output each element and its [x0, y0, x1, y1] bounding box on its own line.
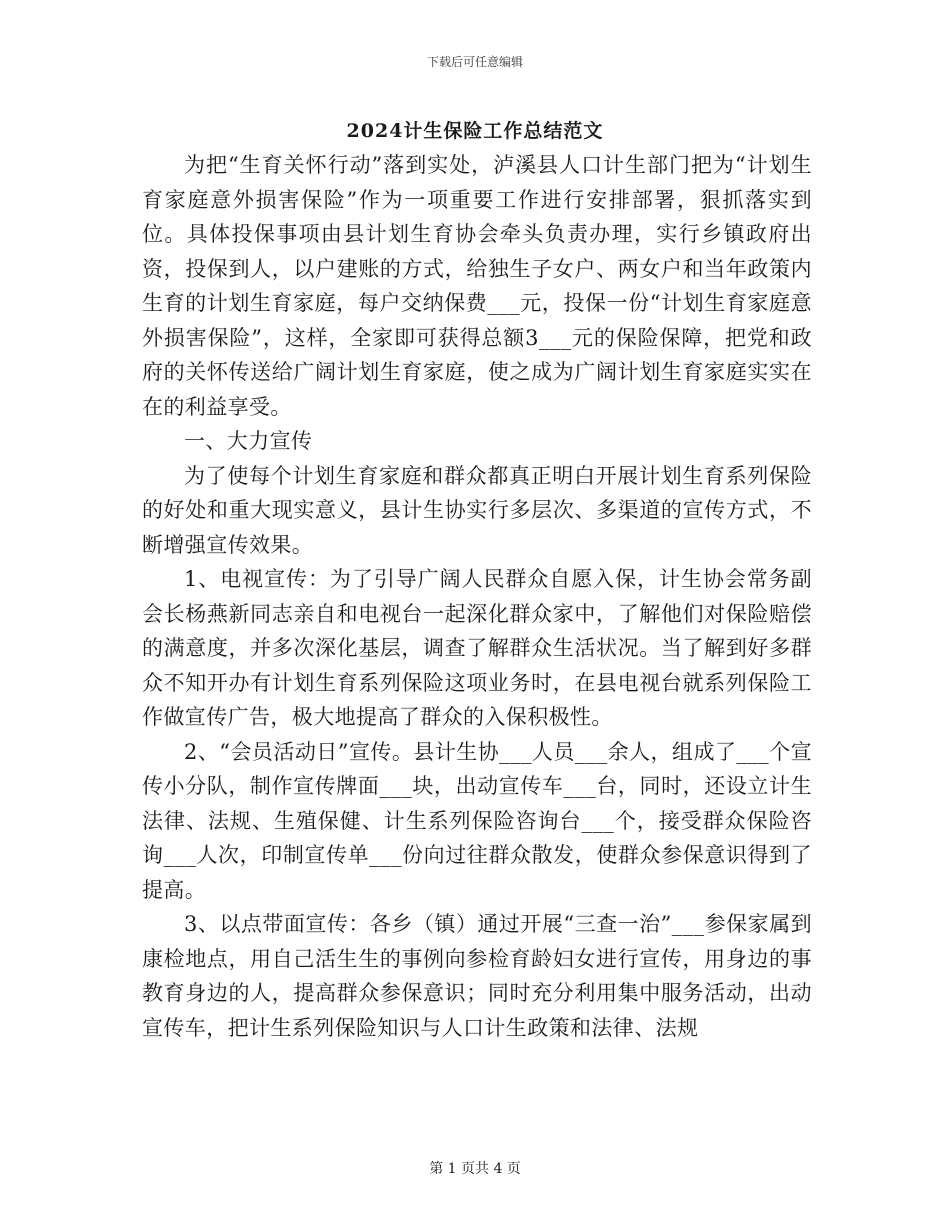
paragraph-intro: 为把“生育关怀行动”落到实处，泸溪县人口计生部门把为“计划生育家庭意外损害保险”作为一项重要工作进行安排部署，狠抓落实到位。具体投保事项由县计划生育协会牵头负责办理，实行乡镇政府出资，投保到人，以户建账的方式，给独生子女户、两女户和当年政策内生育的计划生育家庭，每户交纳保费___元，投保一份“计划生育家庭意外损害保险”，这样，全家即可获得总额3___元的保险保障，把党和政府的关怀传送给广阔计划生育家庭，使之成为广阔计划生育家庭实实在在的利益享受。 — [142, 153, 812, 419]
paragraph-tv-publicity: 1、电视宣传：为了引导广阔人民群众自愿入保，计生协会常务副会长杨燕新同志亲自和电视台一起深化群众家中，了解他们对保险赔偿的满意度，并多次深化基层，调查了解群众生活状况。当了解到好多群众不知开办有计划生育系列保险这项业务时，在县电视台就系列保险工作做宣传广告，极大地提高了群众的入保积极性。 — [142, 567, 812, 729]
document-body — [142, 148, 812, 1045]
page-number: 第 1 页共 4 页 — [429, 1161, 521, 1177]
paragraph-publicity: 为了使每个计划生育家庭和群众都真正明白开展计划生育系列保险的好处和重大现实意义，县计生协实行多层次、多渠道的宣传方式，不断增强宣传效果。 — [142, 463, 812, 557]
section-heading: 一、大力宣传 — [184, 429, 313, 453]
document-title: 2024计生保险工作总结范文 — [346, 120, 604, 142]
header-note: 下载后可任意编辑 — [426, 55, 523, 69]
paragraph-member-day: 2、“会员活动日”宣传。县计生协___人员___余人，组成了___个宣传小分队，制作宣传牌面___块，出动宣传车___台，同时，还设立计生法律、法规、生殖保健、计生系列保险咨询台___个，接受群众保险咨询___人次，印制宣传单___份向过往群众散发，使群众参保意识得到了提高。 — [142, 739, 812, 902]
paragraph-point-to-area: 3、以点带面宣传：各乡（镇）通过开展“三查一治”___参保家属到康检地点，用自己活生生的事例向参检育龄妇女进行宣传，用身边的事教育身边的人，提高群众参保意识；同时充分利用集中服务活动，出动宣传车，把计生系列保险知识与人口计生政策和法律、法规 — [142, 912, 812, 1040]
